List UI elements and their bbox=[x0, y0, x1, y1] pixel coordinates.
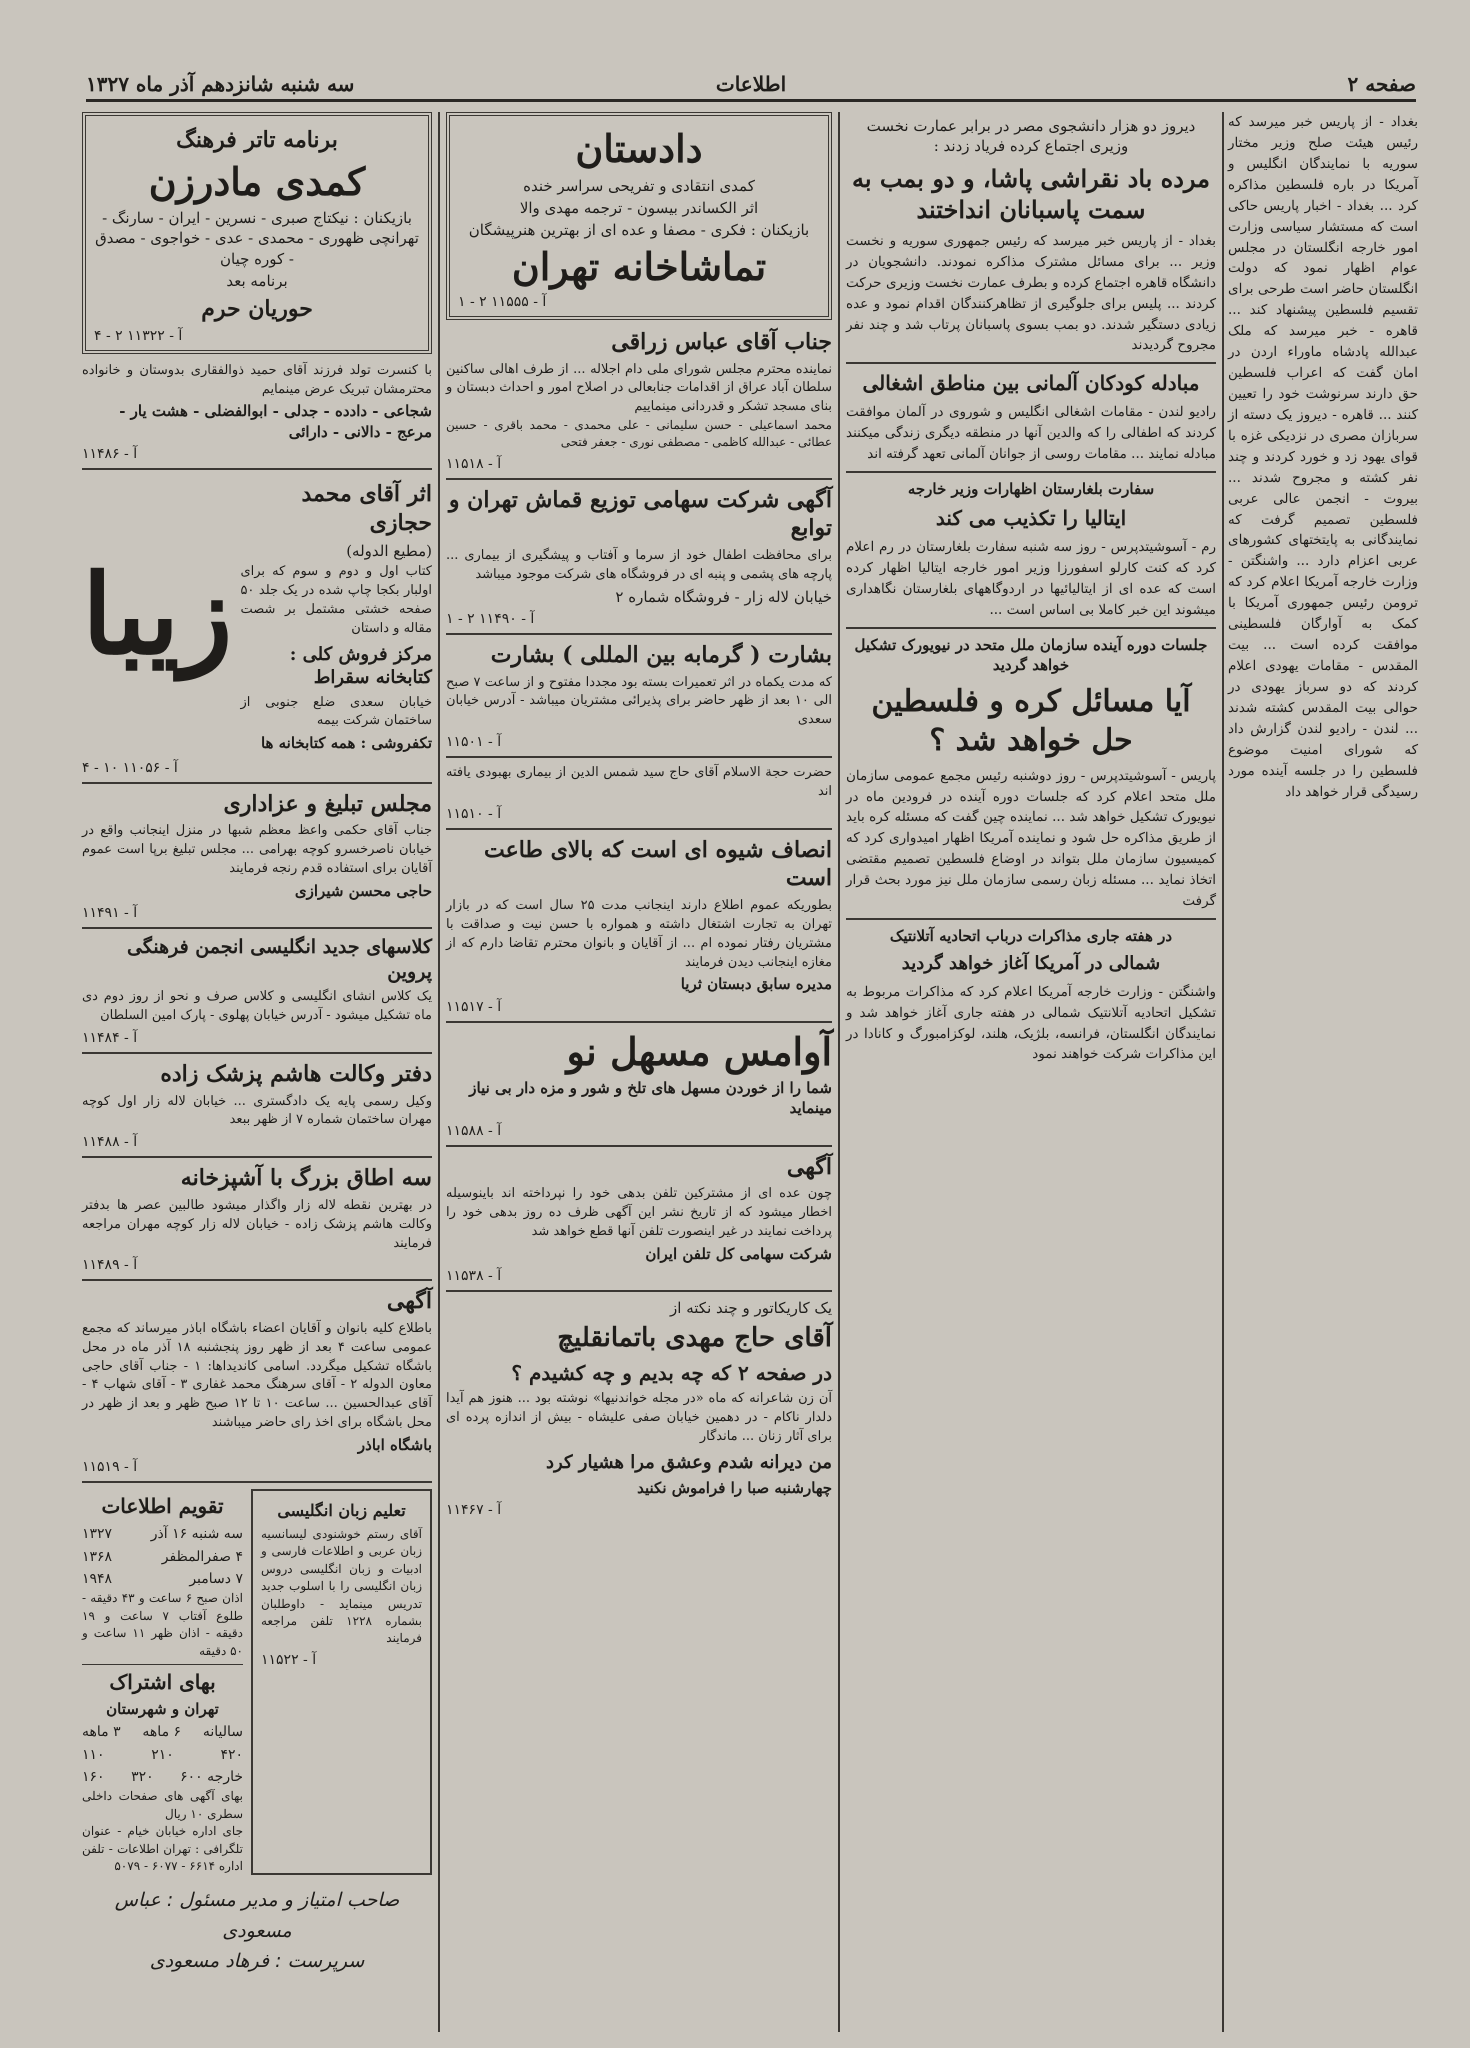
ad-code: آ - ۱۱۴۹۰ ۲ - ۱ bbox=[446, 610, 535, 627]
ad-code: آ - ۱۱۳۲۲ ۲ - ۴ bbox=[94, 327, 183, 344]
article-body: رم - آسوشیتدپرس - روز سه شنبه سفارت بلغارستان در رم اعلام کرد که کنت کارلو اسفورزا وزیر امور خارجه ایتالیا اظهار کرده است که عده ای از ایتالیائیها در اردوگاههای بلغارستان نگاهداری میشوند این خبر کاملا بی اساس است ... bbox=[846, 539, 1216, 619]
calendar-value: ۱۳۶۸ bbox=[82, 1548, 113, 1565]
law-office-ad bbox=[82, 1060, 432, 1150]
rate-value: ۲۱۰ bbox=[151, 1746, 174, 1763]
children-exchange-article bbox=[846, 370, 1216, 465]
ad-title: آگهی bbox=[786, 1153, 832, 1180]
article-body: بغداد - از پاریس خبر میرسد که رئیس جمهوری سوریه و نخست وزیر ... برای مسائل مشترک مذاکره نمودند. دانشجویان در دانشگاه قاهره اجتماع کرده و بطرف عمارت نخست وزیری حرکت کردند ... پلیس برای جلوگیری از تظاهرکنندگان اقدام نمود و عده زیادی دستگیر شدند. دو بمب بسوی پاسبانان پرتاب شد و چند نفر مجروح گردیدند bbox=[846, 232, 1216, 354]
thanks-letter bbox=[446, 328, 832, 472]
congrats-notice bbox=[82, 362, 432, 462]
ad-title: بشارت ( گرمابه بین المللی ) بشارت bbox=[490, 641, 832, 668]
divider bbox=[82, 468, 432, 470]
venue-name: تماشاخانه تهران bbox=[511, 244, 767, 290]
article-headline: آیا مسائل کره و فلسطین حل خواهد شد ؟ bbox=[871, 683, 1191, 758]
supervisor-signature: سرپرست : فرهاد مسعودی bbox=[149, 1950, 365, 1973]
next-label: برنامه بعد bbox=[226, 271, 288, 290]
ad-rate-note: بهای آگهی های صفحات داخلی سطری ۱۰ ریال bbox=[82, 1789, 243, 1821]
divider bbox=[82, 1052, 432, 1054]
bulgaria-embassy-article bbox=[846, 479, 1216, 621]
ad-title: برنامه تاتر فرهنگ bbox=[176, 127, 338, 153]
ad-code: آ - ۱۱۵۸۸ bbox=[446, 1122, 502, 1139]
ad-body: آقای رستم خوشنودی لیسانسیه زبان عربی و اطلاعات فارسی و ادبیات و زبان انگلیسی دروس زبان انگلیسی را با اسلوب جدید تدریس مینماید - داوطلبان بشماره ۱۲۲۸ تلفن مراجعه فرمایند bbox=[261, 1527, 422, 1646]
subscription-row bbox=[82, 1744, 243, 1766]
ad-code: آ - ۱۱۵۱۷ bbox=[446, 998, 502, 1015]
ad-signature: شرکت سهامی کل تلفن ایران bbox=[645, 1244, 832, 1263]
ad-body: چون عده ای از مشترکین تلفن بدهی خود را نپرداخته اند باینوسیله اخطار میشود که از تاریخ نشر این آگهی ظرف ده روز بدهی خود را پرداخت نمایند در غیر اینصورت تلفن آنها قطع خواهد شد bbox=[446, 1186, 832, 1239]
ad-body: بطوریکه عموم اطلاع دارند اینجانب مدت ۲۵ سال است که در بازار تهران به تجارت اشتغال داشته و همواره با حسن نیت و صداقت با مشتریان رفتار نموده ام ... از آقایان و بانوان محترم تقاضا دارم که از مغازه اینجانب دیدن فرمایند bbox=[446, 897, 833, 970]
rate-value: ۱۶۰ bbox=[82, 1769, 105, 1786]
calendar-title: تقویم اطلاعات bbox=[101, 1494, 224, 1519]
un-article bbox=[846, 635, 1216, 912]
retail-note: تکفروشی : همه کتابخانه ها bbox=[260, 734, 432, 753]
divider bbox=[446, 633, 832, 635]
rate-label: خارجه ۶۰۰ bbox=[180, 1769, 243, 1786]
notice-names: شجاعی - دادده - جدلی - ابوالفضلی - هشت یار - مرعج - دالانی - دارائی bbox=[119, 402, 432, 441]
english-tutor-ad bbox=[251, 1489, 432, 1875]
publisher-signature: صاحب امتیاز و مدیر مسئول : عباس مسعودی bbox=[114, 1889, 400, 1942]
laxative-pill-ad bbox=[446, 1029, 832, 1139]
ad-title: سه اطاق بزرگ با آشپزخانه bbox=[180, 1165, 432, 1192]
article-headline: شمالی در آمریکا آغاز خواهد گردید bbox=[901, 953, 1161, 975]
column-right bbox=[1228, 112, 1418, 2032]
ad-code: آ - ۱۱۵۱۸ bbox=[446, 455, 502, 472]
show-credit: اثر الکساندر بیسون - ترجمه مهدی والا bbox=[519, 198, 759, 217]
show-subtitle: کمدی انتقادی و تفریحی سراسر خنده bbox=[523, 176, 755, 195]
ad-code: آ - ۱۱۵۲۲ bbox=[261, 1651, 317, 1668]
article-body: رادیو لندن - مقامات اشغالی انگلیس و شوروی در آلمان موافقت کردند که اطفالی را که والدین آنها در منطقه دیگری زندگی میکنند مبادله نمایند ... مقامات روسی از جوانان آلمانی تعهد گرفته اند bbox=[846, 404, 1216, 463]
divider bbox=[446, 1145, 832, 1147]
ad-code: آ - ۱۱۴۹۱ bbox=[82, 904, 138, 921]
divider bbox=[446, 478, 832, 480]
subscription-subtitle: تهران و شهرستان bbox=[106, 1699, 219, 1718]
divider bbox=[82, 782, 432, 784]
notice-text: با کنسرت تولد فرزند آقای حمید ذوالفقاری بدوستان و خانواده محترمشان تبریک عرض مینمایم bbox=[82, 362, 432, 397]
ad-kicker: یک کاریکاتور و چند نکته از bbox=[670, 1299, 832, 1318]
ad-address: خیابان لاله زار - فروشگاه شماره ۲ bbox=[615, 587, 832, 606]
subscription-row bbox=[82, 1721, 243, 1743]
divider bbox=[82, 1481, 432, 1483]
rate-value: ۳۲۰ bbox=[131, 1769, 154, 1786]
ad-body: یک کلاس انشای انگلیسی و کلاس صرف و نحو از روز دوم دی ماه تشکیل میشود - آدرس خیابان پهلوی - پارک امین السلطان bbox=[82, 989, 432, 1024]
cast-list: بازیکنان : فکری - مصفا و عده ای از بهترین هنرپیشگان bbox=[468, 221, 810, 240]
atlantic-article bbox=[846, 926, 1216, 1065]
ad-body: آن زن شاعرانه که ماه «در مجله خواندنیها» نوشته بود ... هنوز هم آیدا دلدار ناکام - در دهمین خیابان صفی علیشاه - بیش از اندازه پرده ای برای آثار زنان ... ماندگار bbox=[446, 1391, 833, 1444]
ad-signature: باشگاه اباذر bbox=[357, 1436, 432, 1454]
calendar-label: ۴ صفرالمظفر bbox=[161, 1548, 243, 1565]
ad-title: آقای حاج مهدی باتمانقلیچ bbox=[557, 1323, 832, 1354]
show-title: دادستان bbox=[575, 126, 703, 171]
divider bbox=[446, 828, 832, 830]
calendar-block bbox=[82, 1489, 243, 1875]
ad-body: در بهترین نقطه لاله زار واگذار میشود طالبین عصر ها بدفتر وکالت هاشم پزشک زاده - خیابان لاله زار کوچه مهران مراجعه فرمایند bbox=[82, 1197, 432, 1251]
column-rule bbox=[838, 112, 840, 2032]
calendar-row bbox=[82, 1568, 243, 1590]
ad-title: مجلس تبلیغ و عزاداری bbox=[223, 790, 432, 817]
calendar-label: ۷ دسامبر bbox=[189, 1571, 243, 1588]
author-note: (مطیع الدوله) bbox=[346, 542, 432, 561]
rate-value: ۶ ماهه bbox=[142, 1724, 182, 1741]
rate-value: ۱۱۰ bbox=[82, 1746, 105, 1763]
ad-code: آ - ۱۱۰۵۶ ۱۰ - ۴ bbox=[82, 759, 178, 776]
ad-code: آ - ۱۱۴۶۷ bbox=[446, 1502, 502, 1519]
ad-code: آ - ۱۱۴۸۸ bbox=[82, 1134, 138, 1151]
divider bbox=[846, 362, 1216, 364]
column-rule bbox=[1222, 112, 1224, 2032]
masthead bbox=[86, 72, 1416, 102]
sales-center: مرکز فروش کلی : کتابخانه سقراط bbox=[289, 643, 432, 689]
book-logo: زیبا bbox=[82, 550, 233, 680]
phone-company-notice bbox=[446, 1153, 832, 1284]
divider bbox=[82, 1664, 243, 1665]
fairness-ad bbox=[446, 836, 832, 1015]
rate-value: ۳ ماهه bbox=[82, 1724, 121, 1741]
ad-code: آ - ۱۱۵۰۱ bbox=[446, 734, 502, 751]
prayer-times: اذان صبح ۶ ساعت و ۴۳ دقیقه - طلوع آفتاب ۷ ساعت و ۱۹ دقیقه - اذان ظهر ۱۱ ساعت و ۵۰ دقیقه bbox=[82, 1591, 243, 1658]
ad-code: آ - ۱۱۴۸۹ bbox=[82, 1257, 138, 1274]
ad-code: آ - ۱۱۴۸۴ bbox=[82, 1029, 138, 1046]
ad-title: انصاف شیوه ای است که بالای طاعت است bbox=[483, 836, 832, 892]
divider bbox=[446, 756, 832, 758]
issue-date: سه شنبه شانزدهم آذر ماه ۱۳۲۷ bbox=[86, 72, 355, 96]
room-rental-ad bbox=[82, 1164, 432, 1273]
short-notice: حضرت حجة الاسلام آقای حاج سید شمس الدین از بیماری بهبودی یافته اند bbox=[446, 765, 832, 799]
calendar-value: ۱۹۴۸ bbox=[82, 1571, 113, 1588]
page-number: صفحه ۲ bbox=[1347, 72, 1416, 96]
article-headline: مرده باد نقراشی پاشا، و دو بمب به سمت پاسبانان انداختند bbox=[851, 163, 1211, 224]
calendar-label: سه شنبه ۱۶ آذر bbox=[150, 1526, 243, 1543]
ad-body: جناب آقای حکمی واعظ معظم شبها در منزل اینجانب واقع در خیابان ناصرخسرو کوچه بهرامی ... مجلس تبلیغ برپا است عموم آقایان برای استفاده قدم رنجه فرمایند bbox=[82, 823, 432, 876]
palestine-news-body: بغداد - از پاریس خبر میرسد که رئیس هیئت صلح وزیر مختار سوریه با نمایندگان انگلیس و آمریکا در باره فلسطین مذاکره کرد ... بغداد - اخبار پاریس حاکی است که مستشار سیاسی وزارت امور خارجه انگلستان در مجلس عوام اظهار نمود که دولت انگلستان حاضر است طرحی برای تقسیم فلسطین پیشنهاد کند ... قاهره - خبر میرسد که ملک عبدالله پادشاه ماوراء اردن در امان گفت که اعراب فلسطین حق دارند سرنوشت خود را تعیین کنند ... قاهره - دیروز یک دسته از سربازان مصری در نزدیکی غزه با قوای یهود زد و خورد کردند و چند نفر کشته و مجروح شدند ... بیروت - انجمن عالی عربی فلسطین تصمیم گرفت که نمایندگانی به پایتختهای کشورهای عربی اعزام دارد ... واشنگتن - وزارت خارجه آمریکا اعلام کرد که ترومن رئیس جمهوری آمریکا با کمک به آوارگان فلسطینی موافقت کرده است ... بیت المقدس - مقامات یهودی اعلام کردند که دو سرباز یهودی در حوالی بیت المقدس کشته شدند ... لندن - رادیو لندن گزارش داد که شورای امنیت موضوع فلسطین را در جلسه آینده مورد رسیدگی قرار خواهد داد bbox=[1228, 114, 1418, 800]
theatre-tehran-ad bbox=[446, 112, 832, 320]
ad-signature: حاجی محسن شیرازی bbox=[294, 881, 432, 900]
memorial-ad bbox=[82, 790, 432, 921]
ad-code: آ - ۱۱۵۱۰ bbox=[446, 805, 502, 822]
ad-title: کلاسهای جدید انگلیسی انجمن فرهنگی پروین bbox=[127, 935, 432, 983]
column-news bbox=[846, 112, 1216, 2032]
sales-address: خیابان سعدی ضلع جنوبی از ساختمان شرکت بیمه bbox=[240, 694, 432, 729]
subscription-row bbox=[82, 1766, 243, 1788]
ad-signature: مدیره سابق دبستان ثریا bbox=[680, 975, 832, 994]
divider bbox=[846, 627, 1216, 629]
calendar-row bbox=[82, 1523, 243, 1545]
calendar-tutor-row bbox=[82, 1489, 432, 1875]
fabric-company-ad bbox=[446, 486, 832, 627]
ad-title: آگهی شرکت سهامی توزیع قماش تهران و توابع bbox=[448, 486, 832, 542]
divider bbox=[446, 1021, 832, 1023]
ad-code: آ - ۱۱۵۱۹ bbox=[82, 1459, 138, 1476]
ad-title: دفتر وکالت هاشم پزشک زاده bbox=[160, 1060, 432, 1087]
article-headline: ایتالیا را تکذیب می کند bbox=[935, 506, 1127, 531]
next-show: حوریان حرم bbox=[201, 296, 313, 323]
zia-book-ad bbox=[82, 476, 432, 776]
bath-ad bbox=[446, 641, 832, 750]
show-title: کمدی مادرزن bbox=[148, 158, 366, 204]
rate-label: ۴۲۰ bbox=[220, 1746, 243, 1763]
ad-code: آ - ۱۱۵۳۸ bbox=[446, 1268, 502, 1285]
theatre-farhang-ad bbox=[82, 112, 432, 354]
book-author: اثر آقای محمد حجازی bbox=[301, 480, 432, 536]
subscription-title: بهای اشتراک bbox=[109, 1669, 216, 1694]
rate-label: سالیانه bbox=[202, 1724, 243, 1741]
product-slogan: شما را از خوردن مسهل های تلخ و شور و مزه دار بی نیاز مینماید bbox=[469, 1079, 832, 1118]
calendar-value: ۱۳۲۷ bbox=[82, 1526, 113, 1543]
divider bbox=[846, 918, 1216, 920]
divider bbox=[82, 1156, 432, 1158]
ad-footer: چهارشنبه صبا را فراموش نکنید bbox=[637, 1479, 832, 1498]
article-kicker: در هفته جاری مذاکرات درباب اتحادیه آتلانتیک bbox=[889, 927, 1173, 946]
ad-headline: در صفحه ۲ که چه بدیم و چه کشیدم ؟ bbox=[511, 1361, 832, 1386]
article-kicker: دیروز دو هزار دانشجوی مصر در برابر عمارت نخست وزیری اجتماع کرده فریاد زدند : bbox=[866, 117, 1196, 156]
office-address: جای اداره خیابان خیام - عنوان تلگرافی : تهران اطلاعات - تلفن اداره ۶۶۱۴ - ۶۰۷۷ - ۵۰۷۹ bbox=[82, 1824, 243, 1873]
ad-body: وکیل رسمی پایه یک دادگستری ... خیابان لاله زار اول کوچه مهران ساختمان شماره ۷ از ظهر ببعد bbox=[82, 1093, 432, 1128]
article-headline: مبادله کودکان آلمانی بین مناطق اشغالی bbox=[862, 371, 1200, 396]
club-notice-ad bbox=[82, 1287, 432, 1475]
divider bbox=[846, 471, 1216, 473]
column-rule bbox=[438, 112, 440, 2032]
ad-title: تعلیم زبان انگلیسی bbox=[277, 1501, 406, 1521]
book-description: کتاب اول و دوم و سوم که برای اولبار بکجا چاپ شده در یک جلد ۵۰ صفحه خشتی مشتمل بر شصت مقاله و داستان bbox=[240, 564, 432, 636]
column-center bbox=[446, 112, 832, 2032]
caricature-ad bbox=[446, 1298, 832, 1518]
ad-code: آ - ۱۱۵۵۵ ۲ - ۱ bbox=[458, 293, 547, 310]
ad-body: برای محافظت اطفال خود از سرما و آفتاب و پیشگیری از بیماری ... پارچه های پشمی و پنبه ای در فروشگاه های شرکت موجود میباشد bbox=[446, 548, 832, 582]
article-body: پاریس - آسوشیتدپرس - روز دوشنبه رئیس مجمع عمومی سازمان ملل متحد اعلام کرد که جلسات دوره آینده در فرودین ماه در نیویورک تشکیل خواهد شد ... نماینده چین گفت که مسئله کره باید از طریق مذاکره حل شود و نماینده آمریکا اظهار امیدواری کرد که کمیسیون سازمان ملل بتواند در اوضاع فلسطین تصمیم مقتضی اتخاذ نماید ... مسئله زبان رسمی سازمان ملل نیز مورد بحث قرار گرفت bbox=[846, 767, 1216, 910]
divider bbox=[82, 1279, 432, 1281]
egypt-article bbox=[846, 116, 1216, 356]
column-left bbox=[82, 112, 432, 2032]
letter-title: جناب آقای عباس زراقی bbox=[611, 328, 832, 355]
article-body: واشنگتن - وزارت خارجه آمریکا اعلام کرد که مذاکرات مربوط به تشکیل اتحادیه آتلانتیک شمالی در هفته جاری آغاز خواهد شد و نمایندگان انگلستان، فرانسه، بلژیک، هلند، لوکزامبورگ و کانادا در این مذاکرات شرکت خواهند نمود bbox=[846, 983, 1216, 1063]
ad-title: آگهی bbox=[386, 1288, 432, 1315]
ad-body: که مدت یکماه در اثر تعمیرات بسته بود مجددا مفتوح و از ساعت ۷ صبح الی ۱۰ بعد از ظهر حاضر برای پذیرائی مشتریان میباشد - آدرس خیابان سعدی bbox=[446, 674, 832, 728]
article-kicker: جلسات دوره آینده سازمان ملل متحد در نیویورک تشکیل خواهد گردید bbox=[854, 636, 1208, 675]
english-class-ad bbox=[82, 935, 432, 1046]
divider bbox=[446, 1290, 832, 1292]
article-kicker: سفارت بلغارستان اظهارات وزیر خارجه bbox=[907, 480, 1155, 499]
product-name: آوامس مسهل نو bbox=[566, 1028, 832, 1074]
ad-slogan: من دیرانه شدم وعشق مرا هشیار کرد bbox=[546, 1451, 832, 1473]
paper-name: اطلاعات bbox=[715, 72, 787, 96]
divider bbox=[82, 927, 432, 929]
calendar-row bbox=[82, 1546, 243, 1568]
ad-body: باطلاع کلیه بانوان و آقایان اعضاء باشگاه اباذر میرساند که مجمع عمومی ساعت ۴ بعد از ظهر روز پنجشنبه ۱۸ آذر ماه در محل باشگاه تشکیل میگردد. اسامی کاندیداها: ۱ - جناب آقای حاجی معاون الدوله ۲ - آقای سرهنگ محمد غفاری ۳ - آقای شهاب ۴ - آقای عبدالحسین ... ساعت ۱۰ تا ۱۲ صبح ظهر و بعد از ظهر در محل باشگاه برای اخذ رای حاضر میباشند bbox=[82, 1320, 433, 1431]
ad-code: آ - ۱۱۴۸۶ bbox=[82, 445, 138, 462]
letter-body: نماینده محترم مجلس شورای ملی دام اجلاله ... از طرف اهالی ساکنین سلطان آباد عراق از اقدامات جنابعالی در اصلاح امور و احداث دبستان و بنای مسجد تشکر و قدردانی مینماییم bbox=[446, 361, 832, 415]
letter-signatures: محمد اسماعیلی - حسن سلیمانی - علی محمدی - محمد باقری - حسین عطائی - عبدالله کاظمی - مصطفی نوری - جعفر فتحی bbox=[446, 418, 832, 450]
cast-list: بازیکنان : نیکتاج صبری - نسرین - ایران - سارنگ - تهرانچی ظهوری - محمدی - عدی - خواجوی - مصدق - کوره چیان bbox=[95, 209, 419, 268]
